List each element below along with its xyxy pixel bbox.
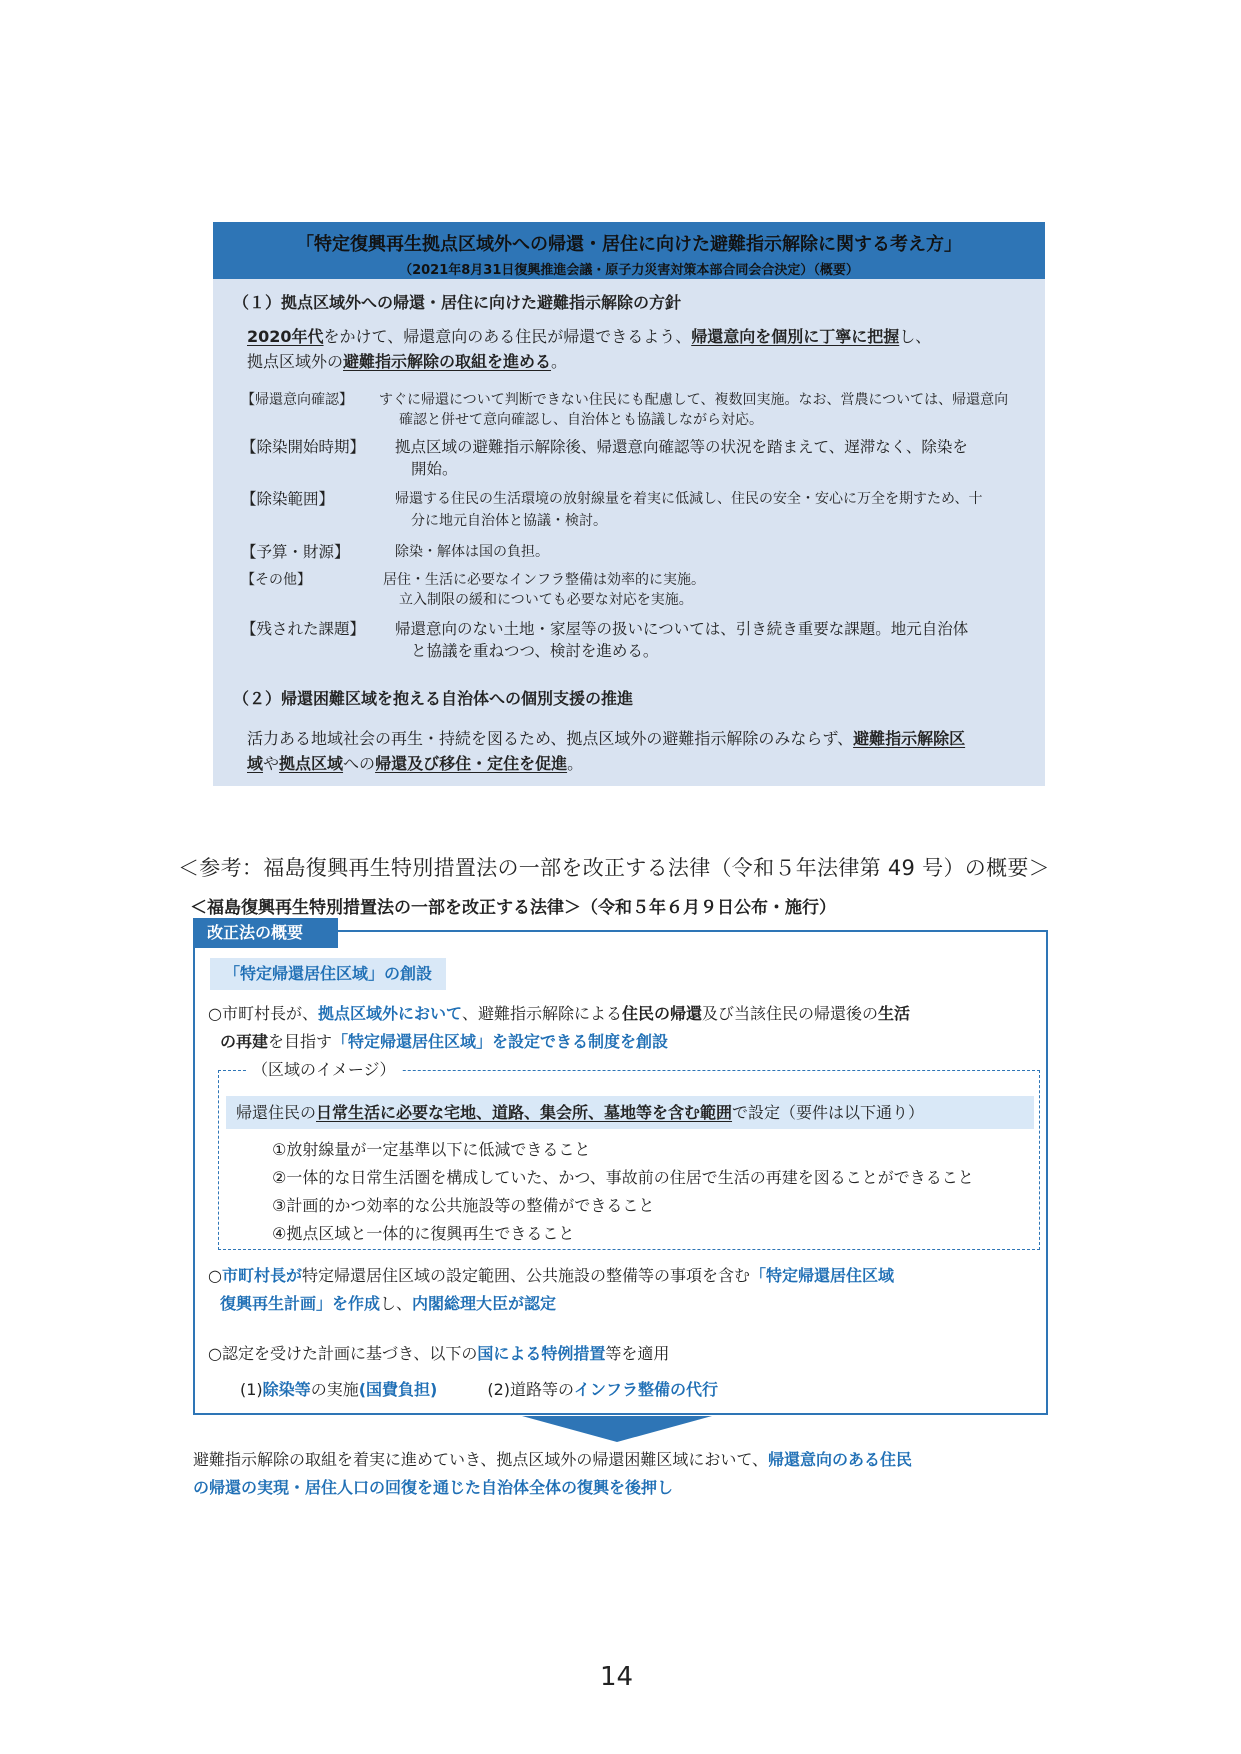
text-run: 復興再生計画」を作成 [220, 1294, 381, 1313]
text-run: 「特定帰還居住区域 [750, 1266, 895, 1285]
policy-item-text: 除染・解体は国の負担。 [395, 544, 549, 560]
policy-item-text: 開始。 [411, 460, 458, 478]
text-run: し、 [899, 327, 932, 346]
section-2-heading: （２）帰還困難区域を抱える自治体への個別支援の推進 [233, 689, 634, 708]
text-run: ○市町村長が、 [208, 1004, 318, 1023]
policy-item [241, 542, 1041, 562]
policy-item [241, 618, 1041, 662]
area-requirement-band [226, 1096, 1034, 1129]
text-run: (国費負担) [358, 1380, 438, 1399]
text-run: 避難指示解除の取組を着実に進めていき、拠点区域外の帰還困難区域において、 [193, 1450, 769, 1469]
law-title: ＜福島復興再生特別措置法の一部を改正する法律＞（令和５年６月９日公布・施行） [190, 898, 836, 918]
text-run: 、避難指示解除による [461, 1004, 622, 1023]
text-run: 域 [247, 754, 264, 773]
text-run: 住民の帰還 [622, 1004, 703, 1023]
requirement-item: ③計画的かつ効率的な公共施設等の整備ができること [272, 1196, 655, 1215]
policy-item-text: すぐに帰還について判断できない住民にも配慮して、複数回実施。なお、営農については、帰還意向 [379, 392, 1009, 408]
policy-item-text: 拠点区域の避難指示解除後、帰還意向確認等の状況を踏まえて、遅滞なく、除染を [395, 438, 968, 456]
requirement-item: ①放射線量が一定基準以下に低減できること [272, 1140, 591, 1159]
text-run: 及び当該住民の帰還後の [702, 1004, 879, 1023]
creation-heading: 「特定帰還居住区域」の創設 [210, 958, 446, 990]
text-run: 帰還意向を個別に丁寧に把握 [691, 327, 900, 346]
policy-item-text: 帰還意向のない土地・家屋等の扱いについては、引き続き重要な課題。地元自治体 [395, 620, 969, 638]
text-run: の実施 [310, 1380, 359, 1399]
amendment-summary-tab: 改正法の概要 [193, 918, 338, 948]
requirement-item: ②一体的な日常生活圏を構成していた、かつ、事故前の住居で生活の再建を図ることができること [272, 1168, 974, 1187]
text-run: の帰還の実現・居住人口の回復を通じた自治体全体の復興を後押し [193, 1478, 674, 1497]
text-run: 。 [567, 754, 584, 773]
policy-item [241, 436, 1041, 480]
text-run: インフラ整備の代行 [574, 1380, 719, 1399]
page-number: 14 [600, 1662, 634, 1692]
policy-item-text: 帰還する住民の生活環境の放射線量を着実に低減し、住民の安全・安心に万全を期すため、十 [395, 491, 983, 507]
text-run: 国による特例措置 [477, 1344, 606, 1363]
text-run: 日常生活に必要な宅地、道路、集会所、墓地等を含む範囲 [316, 1103, 733, 1122]
text-run: (1) [240, 1380, 263, 1399]
policy-item-text: 居住・生活に必要なインフラ整備は効率的に実施。 [383, 572, 705, 588]
text-run: 拠点区域 [279, 754, 344, 773]
policy-item [241, 488, 1041, 532]
section-2-paragraph [247, 726, 1037, 776]
policy-subtitle: （2021年8月31日復興推進会議・原子力災害対策本部合同会合決定）（概要） [399, 263, 859, 278]
text-run: 2020年代 [247, 327, 324, 346]
text-run: で設定（要件は以下通り） [732, 1103, 925, 1122]
down-arrow-icon [522, 1416, 712, 1442]
policy-item-label: 【除染開始時期】 [241, 438, 366, 456]
text-run: 特定帰還居住区域の設定範囲、公共施設の整備等の事項を含む [301, 1266, 750, 1285]
area-image-label: （区域のイメージ） [246, 1057, 402, 1080]
policy-summary-header [213, 222, 1045, 279]
policy-item-label: 【帰還意向確認】 [241, 392, 353, 408]
amendment-point-2 [208, 1262, 1038, 1318]
policy-item [241, 570, 1041, 610]
text-run: 除染等 [262, 1380, 311, 1399]
policy-item-text: 分に地元自治体と協議・検討。 [411, 513, 607, 529]
text-run: をかけて、帰還意向のある住民が帰還できるよう、 [323, 327, 692, 346]
policy-item-label: 【除染範囲】 [241, 490, 335, 508]
text-run: 活力ある地域社会の再生・持続を図るため、拠点区域外の避難指示解除のみならず、 [247, 729, 854, 748]
text-run: 市町村長が [221, 1266, 302, 1285]
text-run: 帰還及び移住・定住を促進 [375, 754, 568, 773]
text-run: 拠点区域外において [317, 1004, 462, 1023]
text-run: への [343, 754, 376, 773]
policy-item-label: 【残された課題】 [241, 620, 366, 638]
conclusion-text [193, 1446, 1053, 1502]
text-run: 。 [551, 352, 568, 371]
text-run: 拠点区域外の [247, 352, 344, 371]
text-run: の再建 [220, 1032, 269, 1051]
policy-item-label: 【その他】 [241, 572, 311, 588]
text-run: 「特定帰還居住区域」を設定できる制度を創設 [332, 1032, 669, 1051]
text-run: や [263, 754, 280, 773]
section-1-heading: （１）拠点区域外への帰還・居住に向けた避難指示解除の方針 [233, 293, 682, 312]
policy-item-text: 立入制限の緩和についても必要な対応を実施。 [399, 592, 693, 608]
text-run: 避難指示解除区 [853, 729, 966, 748]
amendment-point-3 [208, 1340, 1038, 1368]
reference-title: ＜参考：福島復興再生特別措置法の一部を改正する法律（令和５年法律第 49 号）の概要＞ [178, 856, 1050, 880]
policy-summary-box [213, 222, 1045, 786]
text-run: 避難指示解除の取組を進める [343, 352, 552, 371]
text-run: (2)道路等の [487, 1380, 575, 1399]
text-run: ○ [208, 1266, 222, 1285]
text-run: し、 [380, 1294, 413, 1313]
policy-item [241, 390, 1041, 430]
text-run: を目指す [268, 1032, 333, 1051]
text-run: 帰還意向のある住民 [768, 1450, 913, 1469]
policy-item-text: 確認と併せて意向確認し、自治体とも協議しながら対応。 [399, 412, 763, 428]
text-run: 内閣総理大臣が認定 [412, 1294, 557, 1313]
requirement-item: ④拠点区域と一体的に復興再生できること [272, 1224, 575, 1243]
policy-item-text: と協議を重ねつつ、検討を進める。 [411, 642, 659, 660]
text-run: 帰還住民の [236, 1103, 317, 1122]
policy-title: 「特定復興再生拠点区域外への帰還・居住に向けた避難指示解除に関する考え方」 [296, 234, 962, 255]
text-run: 生活 [878, 1004, 911, 1023]
amendment-point-1 [208, 1000, 1038, 1056]
text-run: 等を適用 [605, 1344, 670, 1363]
special-measures-line [240, 1376, 1070, 1404]
section-1-paragraph [247, 324, 1027, 374]
text-run: ○認定を受けた計画に基づき、以下の [208, 1344, 478, 1363]
policy-item-label: 【予算・財源】 [241, 543, 350, 561]
